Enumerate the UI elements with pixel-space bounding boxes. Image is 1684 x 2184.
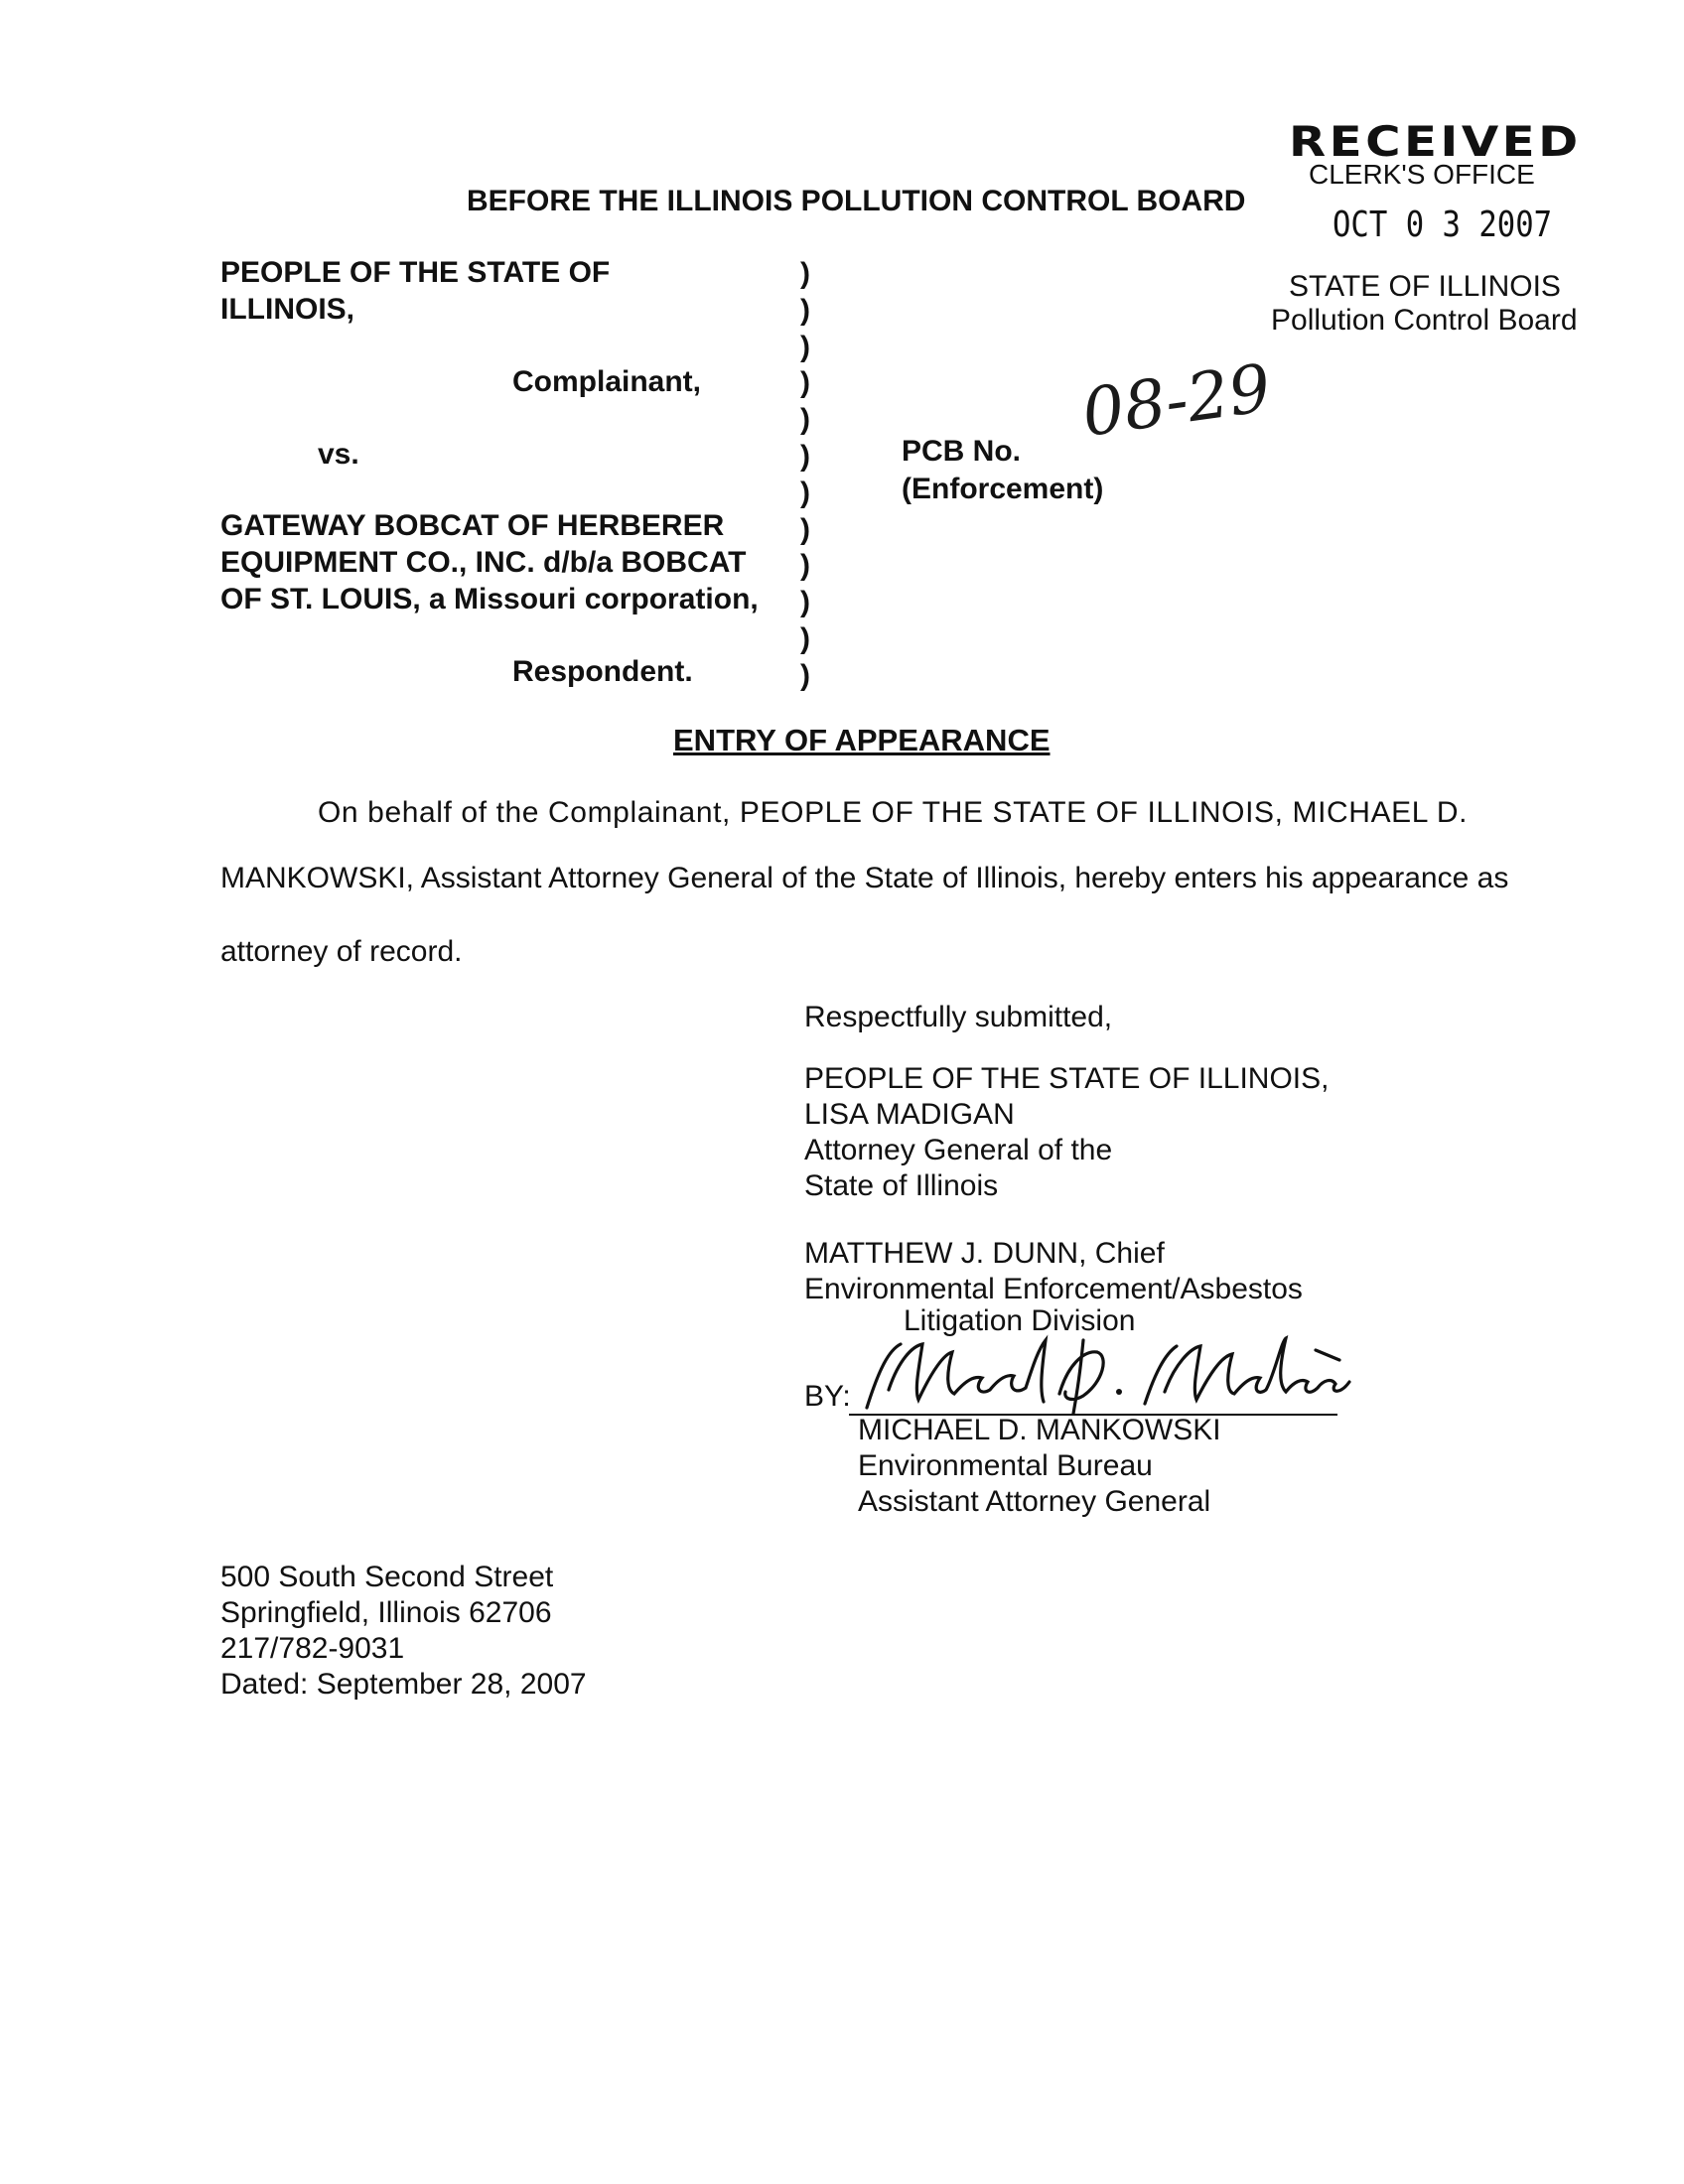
case-type: (Enforcement)	[902, 473, 1104, 505]
received-stamp-clerk-office: CLERK'S OFFICE	[1309, 159, 1535, 190]
received-stamp-title: RECEIVED	[1289, 117, 1582, 166]
caption-parentheses	[800, 256, 820, 695]
complainant-role: Complainant,	[512, 365, 702, 398]
pcb-number-label: PCB No.	[902, 435, 1021, 468]
dated-line: Dated: September 28, 2007	[220, 1668, 587, 1701]
by-label: BY:	[804, 1380, 851, 1413]
complainant-name-line-2: ILLINOIS,	[220, 293, 354, 326]
caption-paren: )	[800, 330, 810, 363]
caption-paren: )	[800, 476, 810, 509]
address-line-1: 500 South Second Street	[220, 1561, 554, 1593]
caption-paren: )	[800, 586, 810, 619]
signer-block-line-2: Environmental Bureau	[858, 1449, 1153, 1482]
caption-paren: )	[800, 293, 810, 327]
phone-number: 217/782-9031	[220, 1632, 405, 1665]
versus-label: vs.	[318, 438, 359, 471]
respondent-role: Respondent.	[512, 655, 693, 688]
caption-paren: )	[800, 621, 810, 655]
body-line-1: On behalf of the Complainant, PEOPLE OF THE STATE OF ILLINOIS, MICHAEL D.	[318, 796, 1469, 829]
ag-block-line-2: LISA MADIGAN	[804, 1098, 1015, 1131]
complainant-name-line-1: PEOPLE OF THE STATE OF	[220, 256, 611, 289]
signer-block-line-3: Assistant Attorney General	[858, 1485, 1211, 1518]
chief-block-line-2: Environmental Enforcement/Asbestos	[804, 1273, 1303, 1305]
pcb-number-handwritten: 08-29	[1077, 349, 1276, 452]
received-stamp-date: OCT 0 3 2007	[1333, 205, 1553, 245]
address-line-2: Springfield, Illinois 62706	[220, 1596, 552, 1629]
respondent-name-line-1: GATEWAY BOBCAT OF HERBERER	[220, 509, 725, 542]
received-stamp-state: STATE OF ILLINOIS	[1289, 270, 1561, 303]
body-line-2: MANKOWSKI, Assistant Attorney General of the State of Illinois, hereby enters his appearance as	[220, 862, 1509, 894]
respondent-name-line-2: EQUIPMENT CO., INC. d/b/a BOBCAT	[220, 546, 747, 579]
caption-paren: )	[800, 366, 810, 400]
ag-block-line-1: PEOPLE OF THE STATE OF ILLINOIS,	[804, 1062, 1330, 1095]
court-title: BEFORE THE ILLINOIS POLLUTION CONTROL BOARD	[467, 185, 1246, 217]
signature-image	[849, 1330, 1365, 1420]
chief-block-line-3: Litigation Division	[904, 1304, 1136, 1337]
respectfully-submitted: Respectfully submitted,	[804, 1001, 1113, 1033]
caption-paren: )	[800, 512, 810, 546]
caption-paren: )	[800, 257, 810, 290]
caption-paren: )	[800, 403, 810, 437]
ag-block-line-3: Attorney General of the	[804, 1134, 1113, 1166]
ag-block-line-4: State of Illinois	[804, 1169, 999, 1202]
chief-block-line-1: MATTHEW J. DUNN, Chief	[804, 1237, 1165, 1270]
signer-block-line-1: MICHAEL D. MANKOWSKI	[858, 1414, 1221, 1446]
respondent-name-line-3: OF ST. LOUIS, a Missouri corporation,	[220, 583, 759, 615]
caption-paren: )	[800, 658, 810, 692]
caption-paren: )	[800, 439, 810, 473]
document-heading: ENTRY OF APPEARANCE	[673, 723, 1051, 757]
body-line-3: attorney of record.	[220, 935, 463, 968]
received-stamp-board: Pollution Control Board	[1271, 304, 1578, 337]
caption-paren: )	[800, 549, 810, 583]
